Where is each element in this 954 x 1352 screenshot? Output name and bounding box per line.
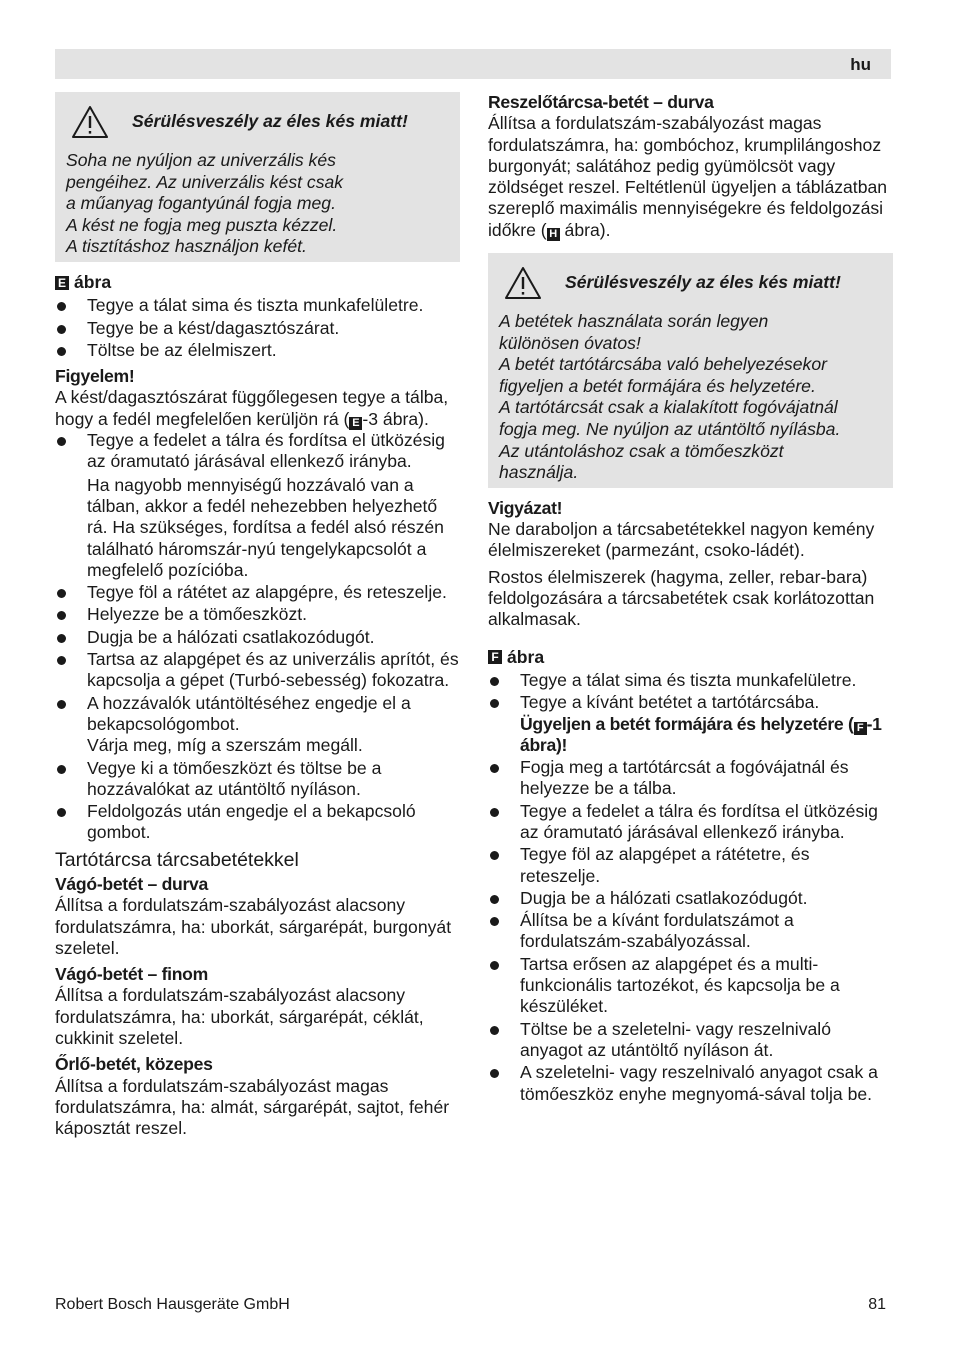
list-item: Töltse be az élelmiszert. [55,340,460,361]
list-item: Tegye be a kést/dagasztószárat. [55,318,460,339]
figure-letter-e: E [349,417,362,430]
page-number: 81 [868,1296,886,1313]
figure-label: ábra [507,646,545,667]
list-item: Tegye a tálat sima és tiszta munkafelületre. [488,670,893,691]
right-column [488,92,893,1106]
list-item: Fogja meg a tartótárcsát a fogóvájatnál és helyezze be a tálba. [488,757,893,800]
reszelo-text [488,113,893,241]
list-item: Állítsa be a kívánt fordulatszámot a fordulatszám-szabályozással. [488,910,893,953]
item-heading: Őrlő-betét, közepes [55,1054,213,1075]
warning-line: a műanyag fogantyúnál fogja meg. [66,193,336,214]
list-item: Tegye föl az alapgépet a rátétetre, és reteszelje. [488,844,893,887]
figyelem-heading: Figyelem! [55,366,135,387]
list-item: Vegye ki a tömőeszközt és töltse be a hozzávalókat az utántöltő nyíláson. [55,758,460,801]
list-item-text: Tegye a fedelet a tálra és fordítsa el ütközésig az óramutató járásával ellenkező irányba. [87,430,445,472]
warning-triangle-icon [503,265,543,301]
list-item-text: A hozzávalók utántöltéséhez engedje el a bekapcsológombot. [87,692,411,734]
warning-box [488,253,893,488]
warning-line: használja. [499,462,579,483]
item-text: Állítsa a fordulatszám-szabályozást magas fordulatszámra, ha: almát, sárgarépát, sajtot, fehér káposztát reszel. [55,1075,450,1139]
warning-line: A betét tartótárcsába való behelyezésekor [499,354,827,375]
list-item: Tartsa az alapgépet és az univerzális aprítót, és kapcsolja a gépet (Turbó-sebesség) fokozatra. [55,649,460,692]
figyelem-text-part: -3 ábra). [362,408,429,429]
warning-header [499,263,881,303]
header-bar [55,49,891,79]
warning-header [66,102,448,142]
warning-line: fogja meg. Ne nyúljon az utántöltő nyílásba. [499,419,841,440]
warning-line: Az utántoláshoz csak a tömőeszközt [499,440,784,461]
list-item-emphasis [520,714,893,757]
bullet-list [488,670,893,1105]
item-text: Állítsa a fordulatszám-szabályozást alacsony fordulatszámra, ha: uborkát, sárgarépát, céklát, cukkinit szeletel. [55,985,424,1049]
section-title: Tartótárcsa tárcsabetétekkel [55,848,299,871]
emphasis-part: Ügyeljen a betét formájára és helyzetére ( [520,713,854,734]
bullet-list [55,295,460,361]
warning-triangle-icon [70,104,110,140]
list-item: Töltse be a szeletelni- vagy reszelnivaló anyagot az utántöltő nyíláson át. [488,1019,893,1062]
list-item [488,692,893,756]
list-item-text: Tegye a kívánt betétet a tartótárcsába. [520,692,820,713]
figyelem-text-part: A kést/dagasztószárat függőlegesen tegye a tálba, hogy a fedél megfelelően kerüljön rá ( [55,387,449,429]
list-item: Tartsa erősen az alapgépet és a multi-funkcionális tartozékot, és kapcsolja be a készüléket. [488,954,893,1018]
figure-letter-f: F [488,650,502,664]
reszelo-text-part: Állítsa a fordulatszám-szabályozást magas fordulatszámra, ha: gombóchoz, krumplilángoshoz burgonyát; salátához pedig gyümölcsöt vagy zöldséget reszel. Feltétlenül ügyeljen a táblázatban szereplő maximális mennyiségekre és feldolgozási időkre ( [488,113,888,240]
warning-title: Sérülésveszély az éles kés miatt! [565,272,841,293]
warning-line: pengéihez. Az univerzális kést csak [66,171,344,192]
figure-letter-e: E [55,276,69,290]
warning-title: Sérülésveszély az éles kés miatt! [132,111,408,132]
list-item-subtext: Várja meg, míg a szerszám megáll. [87,735,363,756]
list-item: Dugja be a hálózati csatlakozódugót. [55,627,460,648]
list-item: Dugja be a hálózati csatlakozódugót. [488,888,893,909]
warning-line: A tisztításhoz használjon kefét. [66,236,307,257]
figure-label: ábra [74,271,112,292]
warning-line: különösen óvatos! [499,332,641,353]
list-item: Tegye föl a rátétet az alapgépre, és reteszelje. [55,582,460,603]
warning-line: A betétek használata során legyen [499,311,769,332]
left-column [55,92,460,1140]
list-item [55,693,460,757]
reszelo-heading: Reszelőtárcsa-betét – durva [488,92,714,112]
warning-line: Soha ne nyúljon az univerzális kés [66,150,336,170]
list-item: A szeletelni- vagy reszelnivaló anyagot csak a tömőeszköz enyhe megnyomá-sával tolja be. [488,1062,893,1105]
figure-reference-f [488,647,893,668]
figure-reference-e [55,272,460,293]
figure-letter-h: H [547,228,560,241]
list-item: Feldolgozás után engedje el a bekapcsoló gombot. [55,801,460,844]
language-code: hu [850,55,871,74]
item-heading: Vágó-betét – durva [55,873,208,894]
item-text: Állítsa a fordulatszám-szabályozást alacsony fordulatszámra, ha: uborkát, sárgarépát, burgonyát szeletel. [55,895,452,958]
bullet-list [55,430,460,844]
list-item: Tegye a tálat sima és tiszta munkafelületre. [55,295,460,316]
warning-line: figyeljen a betét formájára és helyzetére. [499,375,816,396]
reszelo-text-part: ábra). [559,219,611,240]
warning-text [499,311,881,484]
list-item: Helyezze be a tömőeszközt. [55,604,460,625]
vigyazat-text: Ne daraboljon a tárcsabetétekkel nagyon kemény élelmiszereket (parmezánt, csoko-ládét). [488,519,875,561]
warning-box [55,92,460,262]
item-heading: Vágó-betét – finom [55,964,208,985]
list-item-subtext: Ha nagyobb mennyiségű hozzávaló van a tálban, akkor a fedél nehezebben helyezhető rá. Ha szükséges, fordítsa a fedél alsó részén található háromszár-nyú tengelykapcsolót a megfelelő pozícióba. [87,474,444,580]
footer-company: Robert Bosch Hausgeräte GmbH [55,1296,290,1313]
emphasis-part: -1 ábra)! [520,713,882,755]
warning-line: A tartótárcsát csak a kialakított fogóvájatnál [499,397,838,418]
warning-line: A kést ne fogja meg puszta kézzel. [66,214,338,235]
vigyazat-heading: Vigyázat! [488,497,563,518]
figyelem-text [55,387,460,430]
list-item [55,430,460,581]
list-item: Tegye a fedelet a tálra és fordítsa el ütközésig az óramutató járásával ellenkező irányba. [488,801,893,844]
vigyazat-text: Rostos élelmiszerek (hagyma, zeller, rebar-bara) feldolgozására a tárcsabetétek csak korlátozottan alkalmasak. [488,566,875,630]
warning-text [66,150,448,258]
figure-letter-f: F [854,722,867,735]
